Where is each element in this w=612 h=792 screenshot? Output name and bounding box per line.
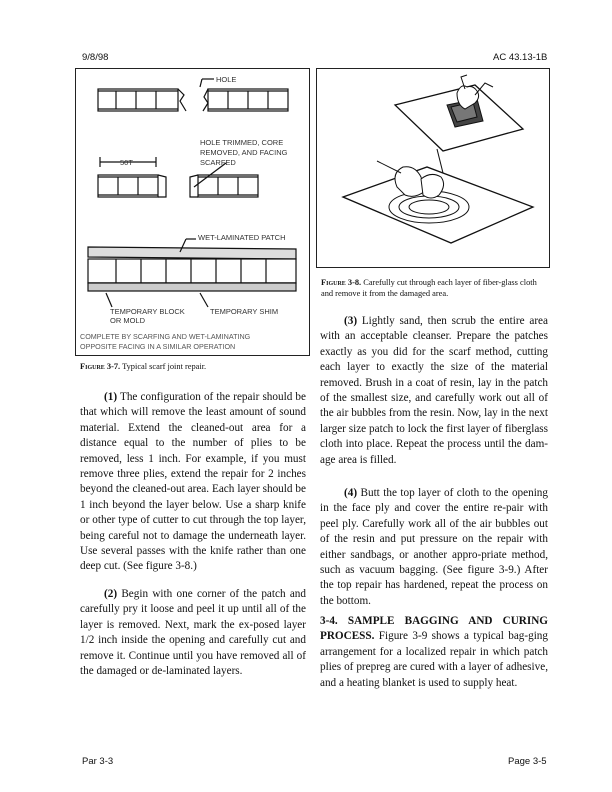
label-trimmed-2: REMOVED, AND FACING xyxy=(200,148,288,157)
paragraph-1: (1) The configuration of the repair should be that which will remove the least amount of sound material. Extend the cleaned-out area for a distance equal to the number of plies to be removed, less 1 inch. For example, if you must remove three plies, extend the repair for 2 inches beyond the cleaned-out area. Each layer should be 1 inch beyond the layer below. Use a sharp knife or other type of cutter to cut through the top layer, being careful not to damage the underneath layer. Use several passes with the knife rather than one deep cut. (See figure 3-8.) xyxy=(80,391,306,573)
paragraph-section-3-4: 3-4. SAMPLE BAGGING AND CURING PROCESS. Figure 3-9 shows a typical bag-ging arrangement for a localized repair in which patch plies of prepreg are cured with a layer of adhesive, and a heating blanket is used to supply heat. xyxy=(320,615,548,689)
label-trimmed-3: SCARFED xyxy=(200,158,236,167)
label-temporary-shim: TEMPORARY SHIM xyxy=(210,307,279,316)
paragraph-2: (2) Begin with one corner of the patch and carefully pry it loose and peel it up until all of the layer is removed. Next, mark the ex-posed layer 1/2 inch inside the opening and carefully cut and remove it. Continue until you have removed all of the damaged or de-laminated layers. xyxy=(80,588,306,678)
scarf-joint-diagram xyxy=(76,69,309,355)
paragraph-4: (4) Butt the top layer of cloth to the opening in the face ply and cover the entire re-pair with peel ply. Carefully work all of the air bubbles out of the resin and put pressure on the repair with either sandbags, or another appro-priate method, such as vacuum bagging. (See figure 3-9.) After the top repair has hardened, repeat the process on the bottom. xyxy=(320,487,548,607)
paragraph-3: (3) Lightly sand, then scrub the entire area with an acceptable cleanser. Prepare the patches exactly as you did for the scarf method, cutting each layer to exactly the size of the material removed. Brush in a coat of resin, lay in the patch of the smallest size, and carefully work out all of the air bubbles from the resin. Now, lay in the next larger size patch to lock the first layer of fiberglass cloth into place. Repeat the process until the dam-age area is filled. xyxy=(320,315,548,466)
section-title: 3-4. SAMPLE BAGGING AND CURING PROCESS. xyxy=(320,615,548,643)
figure-3-8 xyxy=(316,68,550,268)
header-doc-number: AC 43.13-1B xyxy=(493,52,548,63)
footer-paragraph-ref: Par 3-3 xyxy=(82,756,114,767)
figure-3-7-caption: Figure 3-7. Typical scarf joint repair. xyxy=(80,362,207,371)
label-trimmed-1: HOLE TRIMMED, CORE xyxy=(200,138,284,147)
figure-3-8-caption: Figure 3-8. Carefully cut through each layer of fiber-glass cloth and remove it from the damaged area. xyxy=(321,278,537,298)
fiberglass-cutting-illustration xyxy=(317,69,549,267)
label-dimension-50t: 50T xyxy=(120,158,133,167)
header-date: 9/8/98 xyxy=(82,52,109,63)
figure-3-7 xyxy=(75,68,310,356)
label-temporary-block-1: TEMPORARY BLOCK xyxy=(110,307,185,316)
label-hole: HOLE xyxy=(216,75,237,84)
label-complete-1: COMPLETE BY SCARFING AND WET-LAMINATING xyxy=(80,332,251,341)
label-wet-laminated-patch: WET-LAMINATED PATCH xyxy=(198,233,286,242)
footer-page-number: Page 3-5 xyxy=(508,756,547,767)
label-temporary-block-2: OR MOLD xyxy=(110,316,146,325)
label-complete-2: OPPOSITE FACING IN A SIMILAR OPERATION xyxy=(80,342,236,351)
